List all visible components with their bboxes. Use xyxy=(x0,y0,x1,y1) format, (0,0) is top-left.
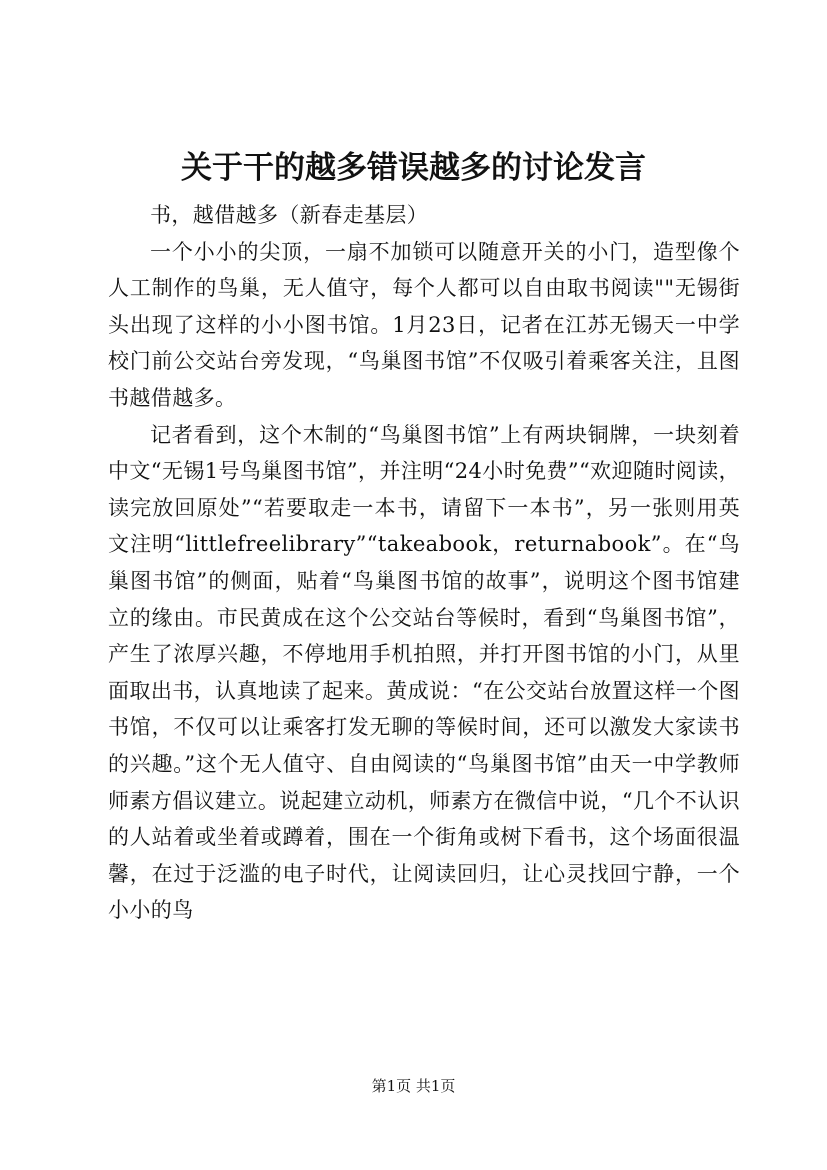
paragraph-intro: 一个小小的尖顶，一扇不加锁可以随意开关的小门，造型像个人工制作的鸟巢，无人值守，每个人都可以自由取书阅读""无锡街头出现了这样的小小图书馆。1月23日，记者在江苏无锡天一中学校门前公交站台旁发现，“鸟巢图书馆”不仅吸引着乘客关注，且图书越借越多。 xyxy=(108,239,740,410)
paragraph-main: 记者看到，这个木制的“鸟巢图书馆”上有两块铜牌，一块刻着中文“无锡1号鸟巢图书馆”，并注明“24小时免费”“欢迎随时阅读，读完放回原处”“若要取走一本书，请留下一本书”，另一张则用英文注明“littlefreelibrary”“takeabook，returnabook”。在“鸟巢图书馆”的侧面，贴着“鸟巢图书馆的故事”，说明这个图书馆建立的缘由。市民黄成在这个公交站台等候时，看到“鸟巢图书馆”，产生了浓厚兴趣，不停地用手机拍照，并打开图书馆的小门，从里面取出书，认真地读了起来。黄成说：“在公交站台放置这样一个图书馆，不仅可以让乘客打发无聊的等候时间，还可以激发大家读书的兴趣。”这个无人值守、自由阅读的“鸟巢图书馆”由天一中学教师师素方倡议建立。说起建立动机，师素方在微信中说，“几个不认识的人站着或坐着或蹲着，围在一个街角或树下看书，这个场面很温馨，在过于泛滥的电子时代，让阅读回归，让心灵找回宁静，一个小小的鸟 xyxy=(108,422,740,923)
paragraph-subtitle: 书，越借越多（新春走基层） xyxy=(150,203,429,227)
document-title: 关于干的越多错误越多的讨论发言 xyxy=(181,150,646,186)
document-body xyxy=(108,197,740,929)
page-footer: 第1页 共1页 xyxy=(371,1077,456,1095)
